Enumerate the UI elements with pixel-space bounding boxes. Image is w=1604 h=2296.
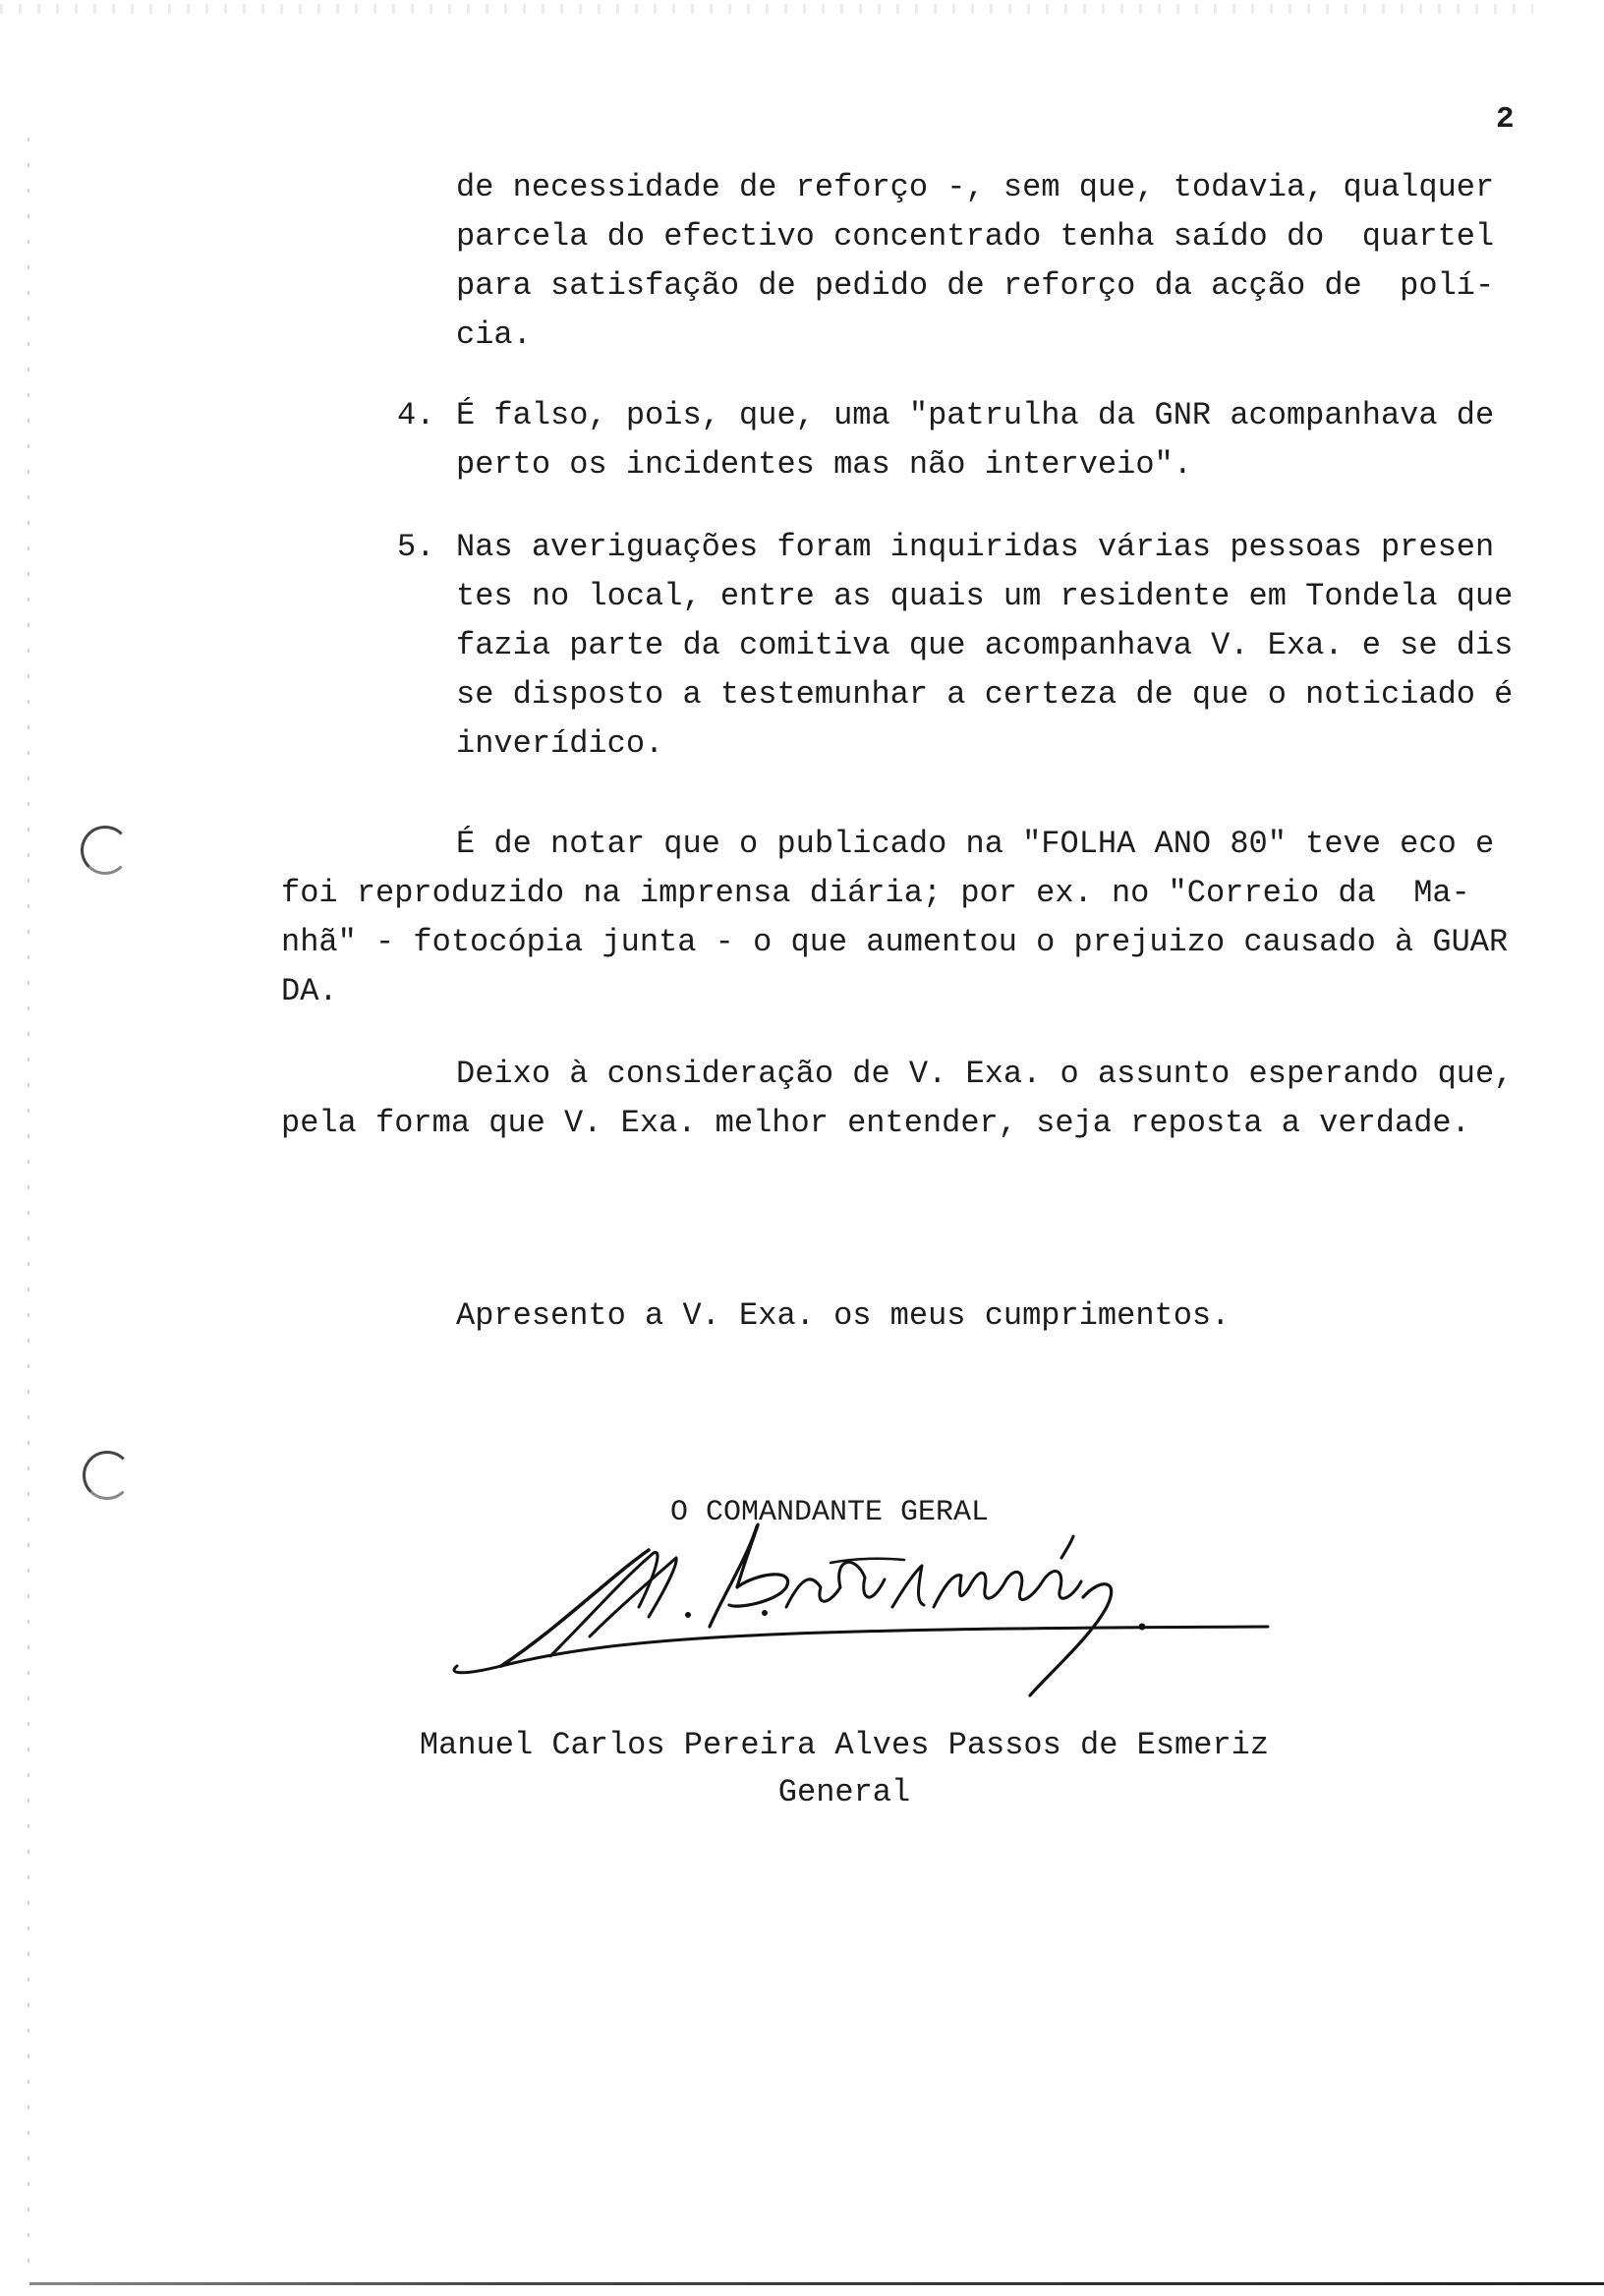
text-line: É falso, pois, que, uma "patrulha da GNR acompanhava de: [456, 397, 1495, 433]
text-line: pela forma que V. Exa. melhor entender, seja reposta a verdade.: [281, 1105, 1470, 1141]
text-line: tes no local, entre as quais um residente em Tondela que: [456, 578, 1514, 614]
text-line: de necessidade de reforço -, sem que, todavia, qualquer: [456, 169, 1495, 205]
text-line: para satisfação de pedido de reforço da acção de polí-: [456, 267, 1495, 304]
item-number: 4.: [397, 397, 435, 433]
greeting: Apresento a V. Exa. os meus cumprimentos.: [456, 1297, 1231, 1334]
bottom-edge-line: [29, 2282, 1604, 2285]
text-line: fazia parte da comitiva que acompanhava V. Exa. e se dis: [456, 627, 1514, 663]
text-line: nhã" - fotocópia junta - o que aumentou o prejuizo causado à GUAR: [281, 924, 1509, 960]
punch-hole: [81, 826, 130, 875]
text-line: foi reproduzido na imprensa diária; por ex. no "Correio da Ma-: [281, 875, 1470, 911]
signatory-rank: General: [777, 1774, 911, 1810]
text-line: parcela do efectivo concentrado tenha saído do quartel: [456, 218, 1495, 255]
text-line: inverídico.: [456, 725, 664, 762]
text-line: se disposto a testemunhar a certeza de que o noticiado é: [456, 676, 1514, 713]
text-line: cia.: [456, 316, 532, 353]
punch-hole: [83, 1451, 132, 1500]
scan-edge: [28, 138, 29, 2280]
signatory-title: O COMANDANTE GERAL: [670, 1496, 990, 1529]
page-number: 2: [1496, 102, 1515, 137]
item-number: 5.: [397, 529, 435, 565]
text-line: perto os incidentes mas não interveio".: [456, 446, 1192, 483]
text-line: DA.: [281, 973, 338, 1009]
scan-noise: [0, 4, 1533, 14]
handwritten-signature: [442, 1519, 1278, 1715]
text-line: Nas averiguações foram inquiridas várias pessoas presen: [456, 529, 1495, 565]
text-line: Deixo à consideração de V. Exa. o assunto esperando que,: [456, 1056, 1514, 1092]
signatory-name: Manuel Carlos Pereira Alves Passos de Esmeriz: [419, 1727, 1270, 1763]
text-line: É de notar que o publicado na "FOLHA ANO 80" teve eco e: [456, 826, 1495, 862]
